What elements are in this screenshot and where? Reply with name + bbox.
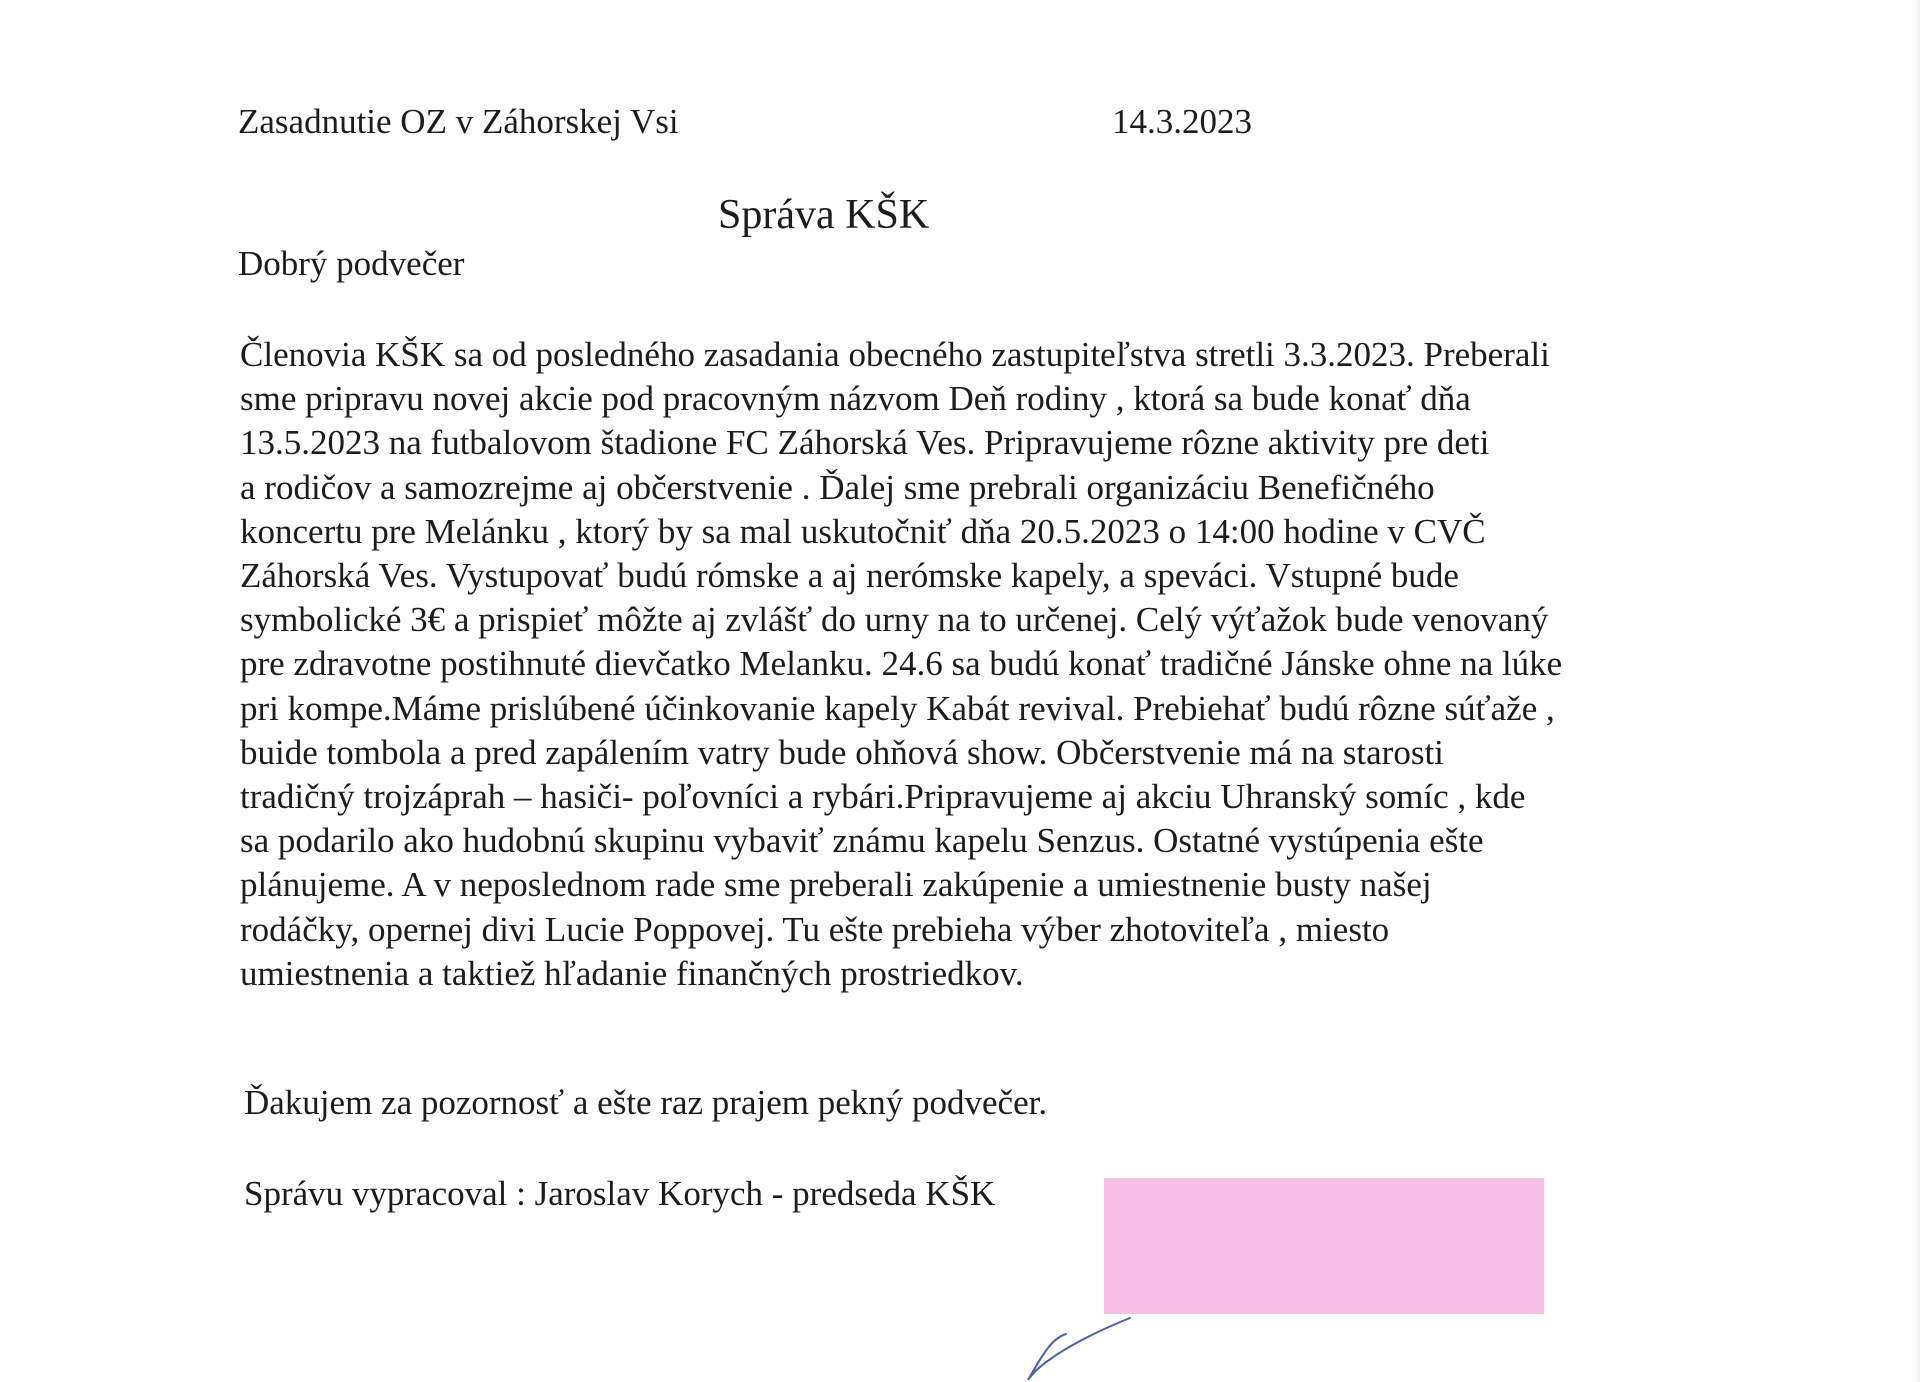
body-line: Členovia KŠK sa od posledného zasadania obecného zastupiteľstva stretli 3.3.2023. Preberali <box>240 335 1550 374</box>
header-organization: Zasadnutie OZ v Záhorskej Vsi <box>238 102 679 141</box>
body-line: sme pripravu novej akcie pod pracovným názvom Deň rodiny , ktorá sa bude konať dňa <box>240 379 1471 419</box>
body-line: pri kompe.Máme prislúbené účinkovanie kapely Kabát revival. Prebiehať budú rôzne súťaže , <box>240 688 1555 728</box>
redaction-box <box>1104 1178 1544 1314</box>
body-line: rodáčky, opernej divi Lucie Poppovej. Tu ešte prebieha výber zhotoviteľa , miesto <box>240 909 1390 949</box>
body-line: umiestnenia a taktiež hľadanie finančných prostriedkov. <box>240 953 1024 993</box>
greeting: Dobrý podvečer <box>238 244 465 283</box>
header-date: 14.3.2023 <box>1112 102 1252 141</box>
body-line: pre zdravotne postihnuté dievčatko Melanku. 24.6 sa budú konať tradičné Jánske ohne na lúke <box>240 644 1563 684</box>
body-line: symbolické 3€ a prispieť môžte aj zvlášť do urny na to určenej. Celý výťažok bude venovaný <box>240 600 1549 640</box>
body-line: Záhorská Ves. Vystupovať budú rómske a aj nerómske kapely, a speváci. Vstupné bude <box>240 556 1459 596</box>
document-title: Správa KŠK <box>718 192 930 238</box>
body-line: plánujeme. A v neposlednom rade sme preberali zakúpenie a umiestnenie busty našej <box>240 865 1432 905</box>
body-line: koncertu pre Melánku , ktorý by sa mal uskutočniť dňa 20.5.2023 o 14:00 hodine v CVČ <box>240 511 1486 551</box>
body-line: sa podarilo ako hudobnú skupinu vybaviť známu kapelu Senzus. Ostatné vystúpenia ešte <box>240 821 1484 861</box>
signature-line: Správu vypracoval : Jaroslav Korych - predseda KŠK <box>244 1174 996 1213</box>
closing-remark: Ďakujem za pozornosť a ešte raz prajem pekný podvečer. <box>244 1083 1048 1122</box>
scan-edge-shadow <box>1914 0 1920 1382</box>
body-line: 13.5.2023 na futbalovom štadione FC Záhorská Ves. Pripravujeme rôzne aktivity pre deti <box>240 423 1490 463</box>
handwritten-signature-stroke <box>1010 1300 1150 1382</box>
body-line: a rodičov a samozrejme aj občerstvenie . Ďalej sme prebrali organizáciu Benefičného <box>240 467 1435 507</box>
body-line: tradičný trojzáprah – hasiči- poľovníci a rybári.Pripravujeme aj akciu Uhranský somíc , kde <box>240 777 1526 817</box>
signature-stroke-path <box>1028 1318 1130 1380</box>
body-line: buide tombola a pred zapálením vatry bude ohňová show. Občerstvenie má na starosti <box>240 732 1444 772</box>
report-body <box>240 333 1700 996</box>
